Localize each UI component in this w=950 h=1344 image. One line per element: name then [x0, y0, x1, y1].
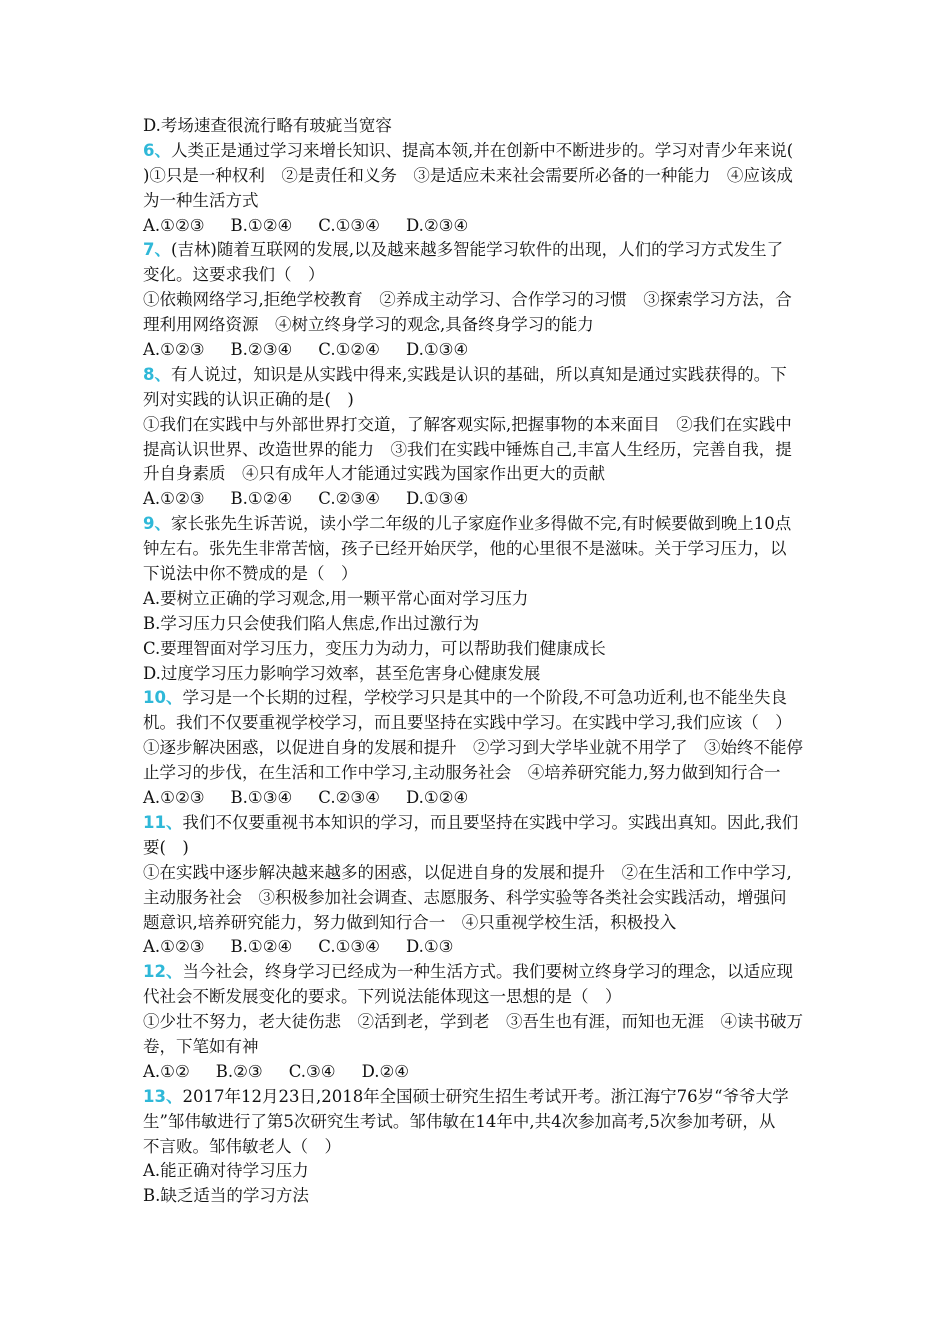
- text-line: 下说法中你不赞成的是（ ）: [143, 564, 358, 584]
- text-line: )①只是一种权利 ②是责任和义务 ③是适应未来社会需要所必备的一种能力 ④应该成: [143, 165, 793, 185]
- question-line: [143, 512, 813, 537]
- question-number: 11、: [143, 812, 183, 832]
- question-number: 6、: [143, 140, 171, 160]
- answer-options: [143, 338, 813, 363]
- question-line: [143, 1085, 813, 1110]
- answer-options: [143, 214, 813, 239]
- answer-option: B.②③④: [230, 340, 293, 360]
- text-line: 主动服务社会 ③积极参加社会调查、志愿服务、科学实验等各类社会实践活动，增强问: [143, 887, 787, 907]
- text-line: B.学习压力只会使我们陷人焦虑,作出过激行为: [143, 613, 480, 633]
- answer-option: B.①②④: [230, 937, 293, 957]
- text-line: 为一种生活方式: [143, 190, 259, 210]
- question-text: 2017年12月23日,2018年全国硕士研究生招生考试开考。浙江海宁76岁“爷爷大学: [182, 1086, 789, 1106]
- text-line: 机。我们不仅要重视学校学习，而且要坚持在实践中学习。在实践中学习,我们应该（ ）: [143, 713, 792, 733]
- text-line: 不言败。邹伟敏老人（ ）: [143, 1136, 341, 1156]
- question-text: (吉林)随着互联网的发展,以及越来越多智能学习软件的出现，人们的学习方式发生了: [170, 240, 784, 260]
- answer-option: D.①③④: [405, 340, 469, 360]
- answer-option: C.①③④: [318, 937, 380, 957]
- answer-options: [143, 487, 813, 512]
- answer-option: A.①②③: [143, 788, 205, 808]
- text-line: ①逐步解决困惑，以促进自身的发展和提升 ②学习到大学毕业就不用学了 ③始终不能停: [143, 738, 803, 758]
- answer-option: A.①②③: [143, 340, 205, 360]
- text-line: 升自身素质 ④只有成年人才能通过实践为国家作出更大的贡献: [143, 464, 605, 484]
- answer-option: D.②④: [361, 1061, 410, 1081]
- answer-option: A.①②③: [143, 937, 205, 957]
- document-page: [143, 114, 813, 1209]
- answer-option: B.①②④: [230, 215, 293, 235]
- text-line: 提高认识世界、改造世界的能力 ③我们在实践中锤炼自己,丰富人生经历，完善自我，提: [143, 439, 792, 459]
- question-text: 有人说过，知识是从实践中得来,实践是认识的基础，所以真知是通过实践获得的。下: [170, 364, 787, 384]
- text-line: 理利用网络资源 ④树立终身学习的观念,具备终身学习的能力: [143, 315, 594, 335]
- question-line: [143, 238, 813, 263]
- question-number: 12、: [143, 962, 183, 982]
- question-text: 人类正是通过学习来增长知识、提高本领,并在创新中不断进步的。学习对青少年来说(: [170, 140, 794, 160]
- question-number: 10、: [143, 688, 183, 708]
- text-line: ①在实践中逐步解决越来越多的困惑，以促进自身的发展和提升 ②在生活和工作中学习,: [143, 862, 792, 882]
- question-number: 13、: [143, 1086, 183, 1106]
- answer-option: B.①②④: [230, 489, 293, 509]
- text-line: A.要树立正确的学习观念,用一颗平常心面对学习压力: [143, 588, 529, 608]
- text-line: 止学习的步伐，在生活和工作中学习,主动服务社会 ④培养研究能力,努力做到知行合一: [143, 763, 781, 783]
- text-line: C.要理智面对学习压力，变压力为动力，可以帮助我们健康成长: [143, 638, 606, 658]
- answer-option: A.①②③: [143, 489, 205, 509]
- text-line: B.缺乏适当的学习方法: [143, 1186, 309, 1206]
- question-line: [143, 363, 813, 388]
- answer-option: A.①②: [143, 1061, 190, 1081]
- answer-options: [143, 1060, 813, 1085]
- question-line: [143, 139, 813, 164]
- answer-option: D.①②④: [405, 788, 469, 808]
- text-line: D.过度学习压力影响学习效率，甚至危害身心健康发展: [143, 663, 541, 683]
- answer-options: [143, 935, 813, 960]
- text-line: ①我们在实践中与外部世界打交道，了解客观实际,把握事物的本来面目 ②我们在实践中: [143, 414, 792, 434]
- answer-option: C.①③④: [318, 215, 380, 235]
- text-line: 题意识,培养研究能力，努力做到知行合一 ④只重视学校生活，积极投入: [143, 912, 677, 932]
- question-text: 学习是一个长期的过程，学校学习只是其中的一个阶段,不可急功近利,也不能坐失良: [182, 688, 787, 708]
- text-line: 卷，下笔如有神: [143, 1036, 259, 1056]
- text-line: 要( ): [143, 837, 189, 857]
- answer-option: B.②③: [215, 1061, 263, 1081]
- text-line: 代社会不断发展变化的要求。下列说法能体现这一思想的是（ ）: [143, 987, 622, 1007]
- answer-option: C.②③④: [318, 788, 380, 808]
- text-line: 生”邹伟敏进行了第5次研究生考试。邹伟敏在14年中,共4次参加高考,5次参加考研，从: [143, 1111, 776, 1131]
- question-line: [143, 686, 813, 711]
- answer-option: C.①②④: [318, 340, 380, 360]
- answer-option: D.①③: [405, 937, 454, 957]
- text-line: A.能正确对待学习压力: [143, 1161, 309, 1181]
- question-line: [143, 811, 813, 836]
- answer-option: D.①③④: [405, 489, 469, 509]
- answer-options: [143, 786, 813, 811]
- text-line: ①依赖网络学习,拒绝学校教育 ②养成主动学习、合作学习的习惯 ③探索学习方法，合: [143, 290, 792, 310]
- answer-option: C.③④: [288, 1061, 336, 1081]
- answer-option: B.①③④: [230, 788, 293, 808]
- text-line: ①少壮不努力，老大徒伤悲 ②活到老，学到老 ③吾生也有涯，而知也无涯 ④读书破万: [143, 1012, 803, 1032]
- question-text: 当今社会，终身学习已经成为一种生活方式。我们要树立终身学习的理念，以适应现: [182, 962, 793, 982]
- question-text: 我们不仅要重视书本知识的学习，而且要坚持在实践中学习。实践出真知。因此,我们: [182, 812, 799, 832]
- question-number: 9、: [143, 514, 171, 534]
- text-line: 变化。这要求我们（ ）: [143, 265, 325, 285]
- answer-option: D.②③④: [405, 215, 469, 235]
- question-number: 8、: [143, 364, 171, 384]
- text-line: 钟左右。张先生非常苦恼，孩子已经开始厌学，他的心里很不是滋味。关于学习压力，以: [143, 539, 787, 559]
- answer-option: C.②③④: [318, 489, 380, 509]
- question-line: [143, 960, 813, 985]
- question-number: 7、: [143, 240, 171, 260]
- question-text: 家长张先生诉苦说，读小学二年级的儿子家庭作业多得做不完,有时候要做到晚上10点: [170, 514, 792, 534]
- text-line: 列对实践的认识正确的是( ): [143, 389, 354, 409]
- text-line: D.考场速查很流行略有玻疵当宽容: [143, 116, 392, 135]
- answer-option: A.①②③: [143, 215, 205, 235]
